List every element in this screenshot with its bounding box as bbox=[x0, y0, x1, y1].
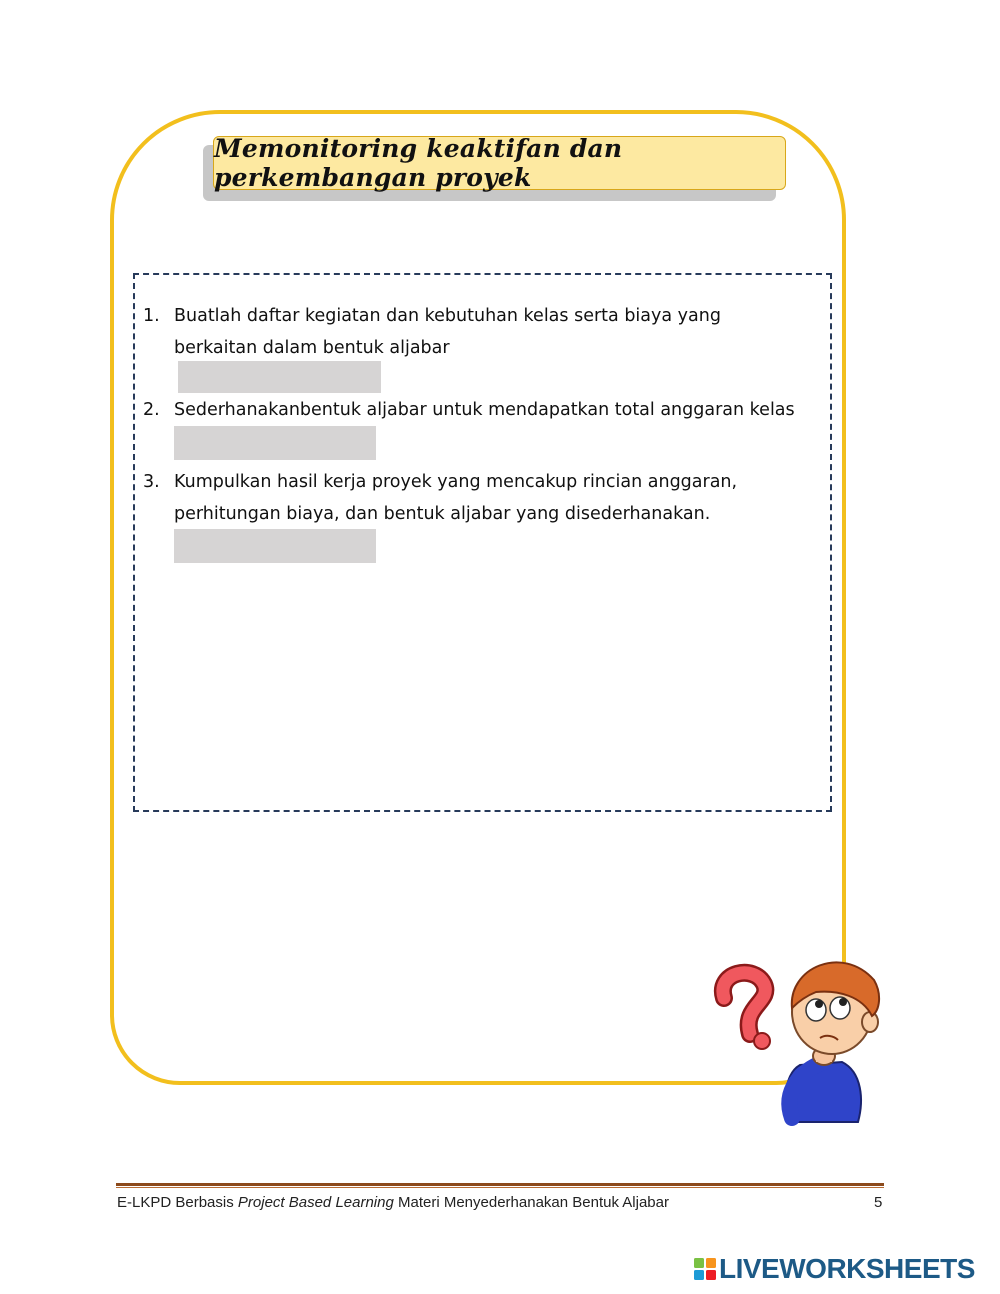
footer-suffix: Materi Menyederhanakan Bentuk Aljabar bbox=[393, 1194, 669, 1211]
footer-rule bbox=[116, 1183, 884, 1186]
brand-name: LIVEWORKSHEETS bbox=[719, 1253, 975, 1284]
task-text-line: Sederhanakanbentuk aljabar untuk mendapatkan total anggaran kelas bbox=[174, 400, 795, 420]
footer-prefix: E-LKPD Berbasis bbox=[117, 1194, 238, 1211]
task-text-line: berkaitan dalam bentuk aljabar bbox=[174, 338, 450, 358]
liveworksheets-logo-icon bbox=[693, 1257, 717, 1281]
answer-field-3[interactable] bbox=[174, 529, 376, 563]
task-number: 1. bbox=[143, 306, 160, 326]
footer-caption bbox=[117, 1194, 669, 1211]
task-number: 2. bbox=[143, 400, 160, 420]
section-title: Memonitoring keaktifan dan perkembangan proyek bbox=[214, 134, 623, 192]
liveworksheets-brand[interactable] bbox=[693, 1254, 975, 1284]
task-number: 3. bbox=[143, 472, 160, 492]
answer-field-2[interactable] bbox=[174, 426, 376, 460]
footer-italic: Project Based Learning bbox=[237, 1194, 394, 1211]
answer-field-1[interactable] bbox=[178, 361, 381, 393]
task-text-line: perhitungan biaya, dan bentuk aljabar yang disederhanakan. bbox=[174, 504, 711, 524]
footer-rule-thin bbox=[116, 1187, 884, 1188]
task-text-line: Kumpulkan hasil kerja proyek yang mencakup rincian anggaran, bbox=[174, 472, 738, 492]
section-title-box bbox=[213, 136, 786, 190]
page-number: 5 bbox=[874, 1194, 883, 1211]
thinking-boy-question-mark-icon bbox=[712, 950, 892, 1130]
task-text-line: Buatlah daftar kegiatan dan kebutuhan kelas serta biaya yang bbox=[174, 306, 721, 326]
